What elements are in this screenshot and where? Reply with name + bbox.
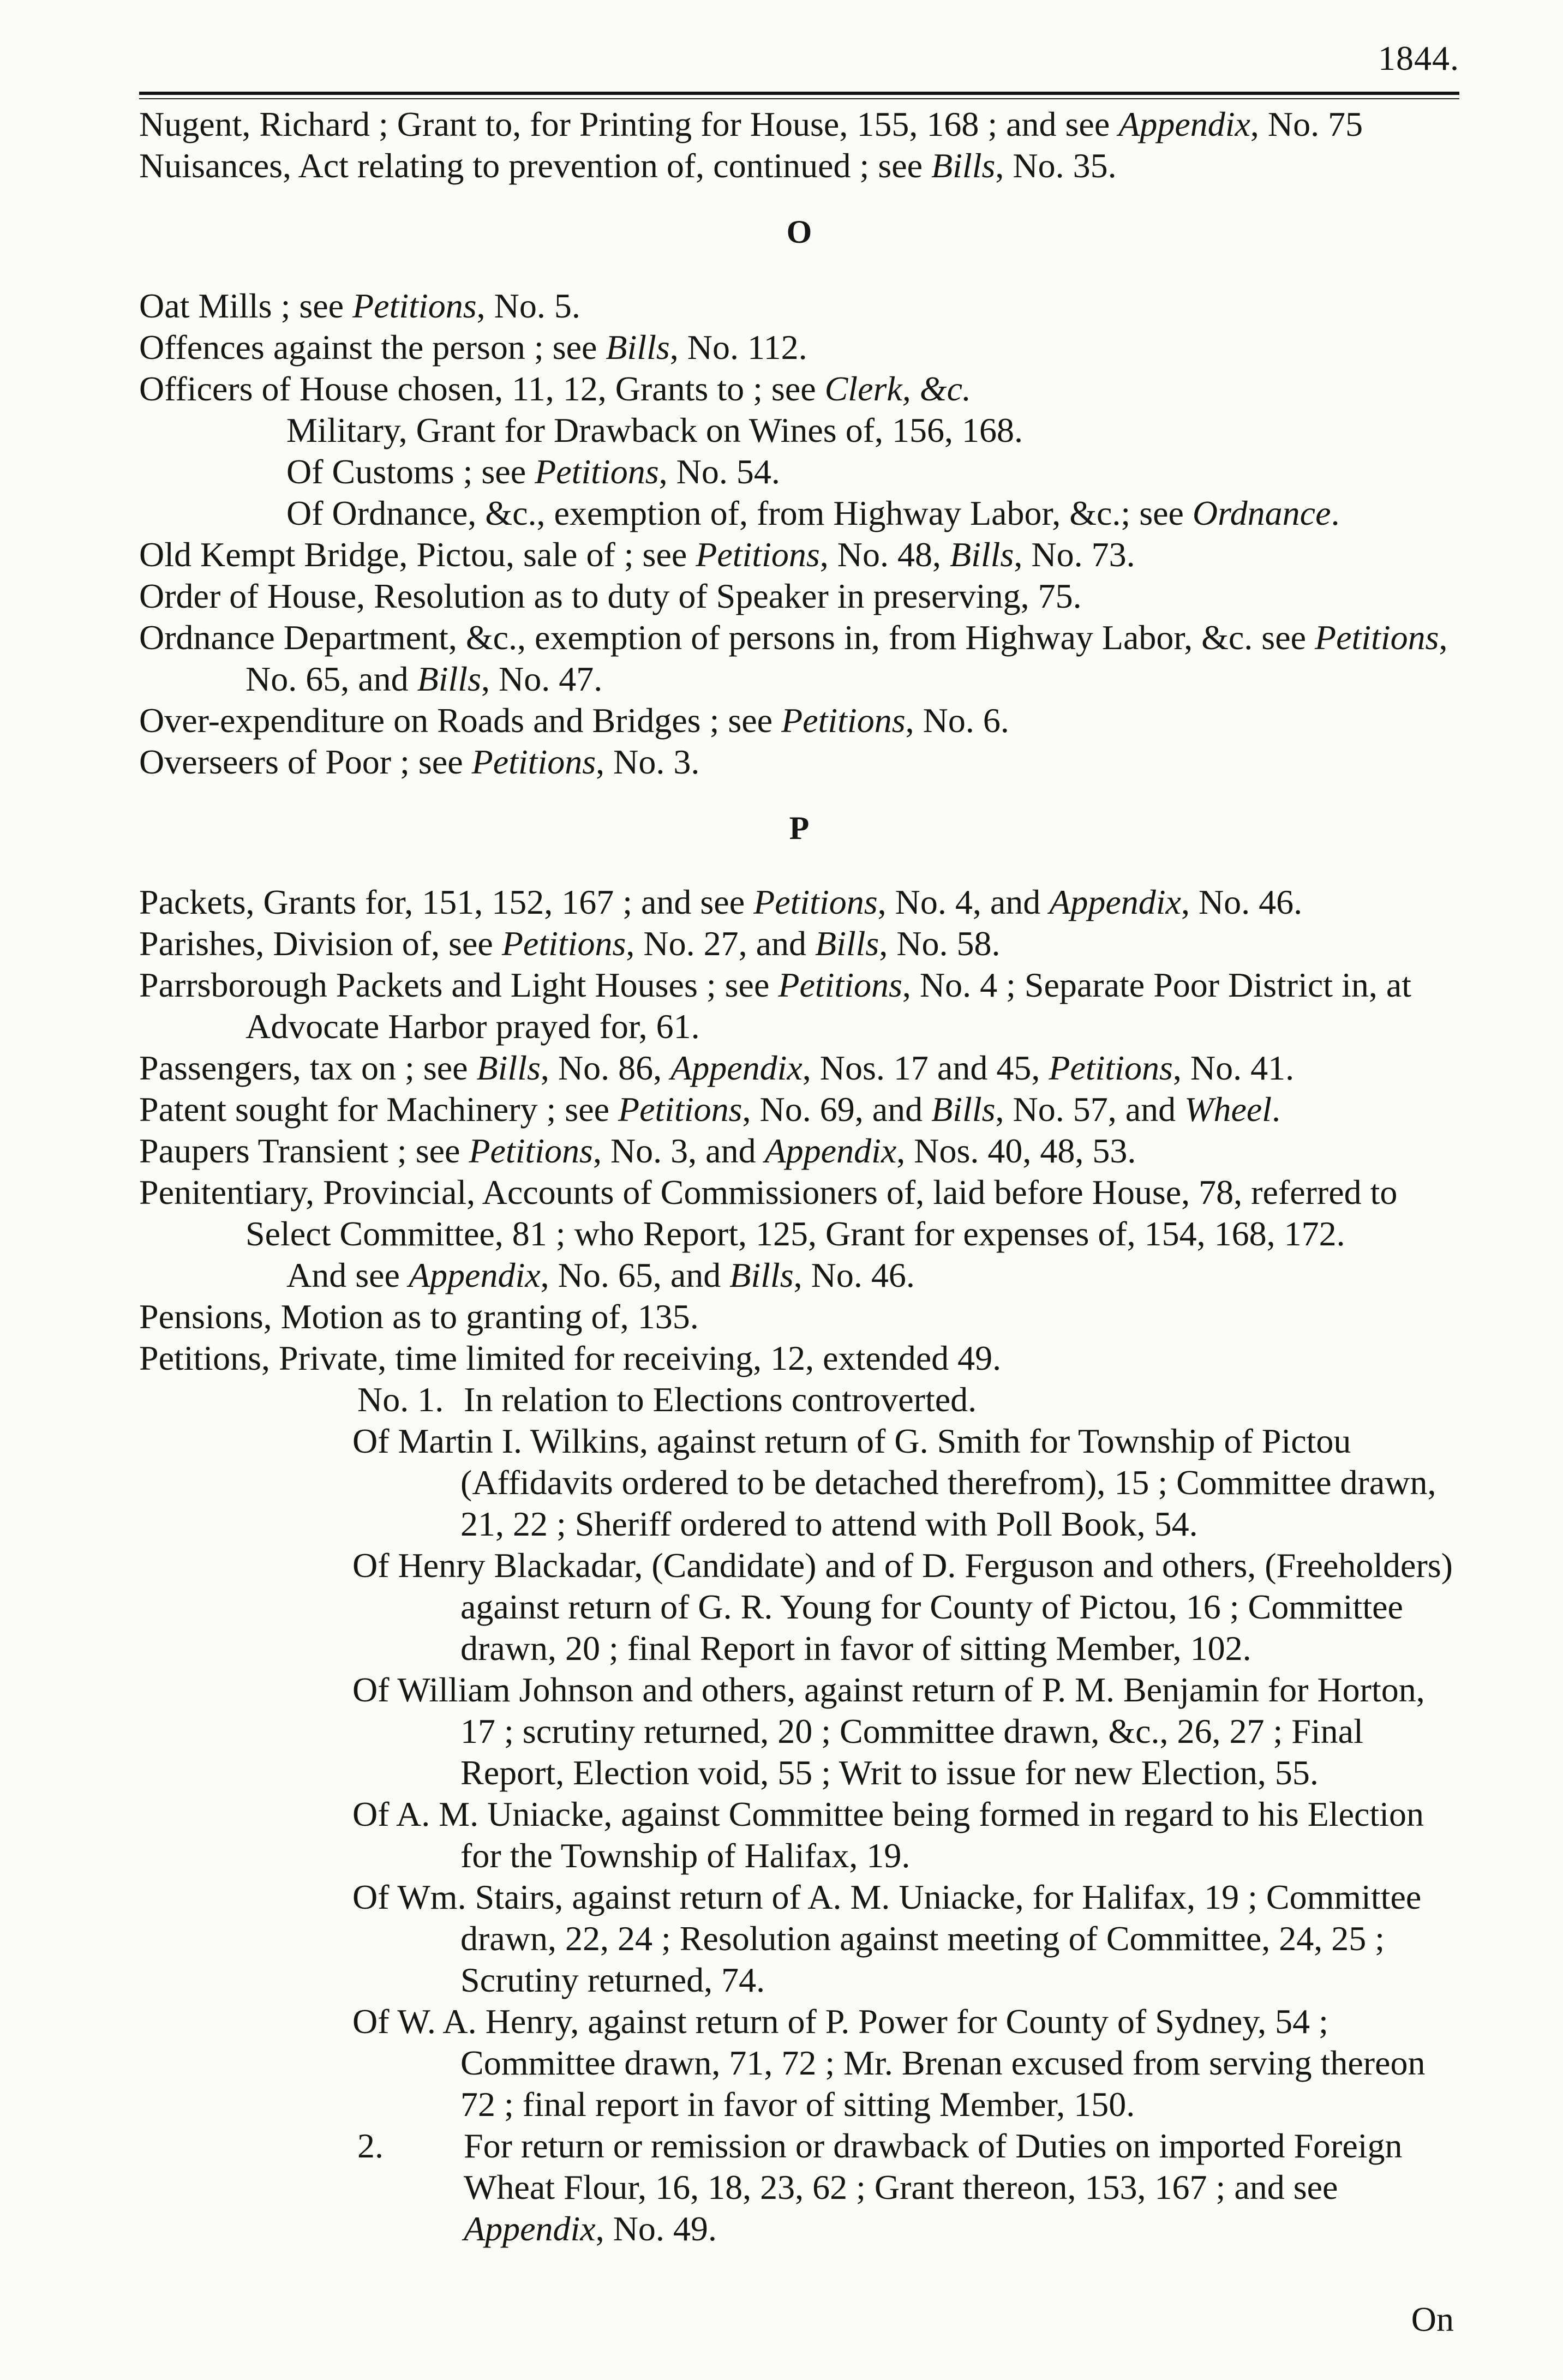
section-letter-o: O — [786, 214, 812, 250]
p-entry-6: Penitentiary, Provincial, Accounts of Commissioners of, laid before House, 78, referred to Select Committee, 81 ; who Report, 125, Grant for expenses of, 154, 168, 172. — [139, 1173, 1398, 1253]
petition-number: No. 1. — [357, 1380, 444, 1419]
o-entry-3: Military, Grant for Drawback on Wines of, 156, 168. — [286, 411, 1023, 449]
p-entry-11: Of Martin I. Wilkins, against return of G. Smith for Township of Pictou (Affidavits ordered to be detached therefrom), 15 ; Committee drawn, 21, 22 ; Sheriff ordered to attend with Poll Book, 54. — [352, 1422, 1436, 1543]
p-entry-7: And see Appendix, No. 65, and Bills, No. 46. — [286, 1256, 915, 1294]
entries-n-continued — [139, 104, 1459, 187]
o-entry-8: Ordnance Department, &c., exemption of persons in, from Highway Labor, &c. see Petitions, No. 65, and Bills, No. 47. — [139, 618, 1448, 698]
o-entry-9: Over-expenditure on Roads and Bridges ; see Petitions, No. 6. — [139, 701, 1009, 740]
p-entry-3: Passengers, tax on ; see Bills, No. 86, Appendix, Nos. 17 and 45, Petitions, No. 41. — [139, 1048, 1295, 1087]
entries-p — [139, 882, 1459, 2250]
p-entry-9: Petitions, Private, time limited for receiving, 12, extended 49. — [139, 1339, 1002, 1377]
o-entry-10: Overseers of Poor ; see Petitions, No. 3. — [139, 742, 700, 781]
index-body — [139, 104, 1459, 2340]
o-entry-5: Of Ordnance, &c., exemption of, from Highway Labor, &c.; see Ordnance. — [286, 494, 1340, 532]
page-number: 1844. — [1378, 39, 1459, 77]
n-entry-0: Nugent, Richard ; Grant to, for Printing for House, 155, 168 ; and see Appendix, No. 75 — [139, 105, 1363, 143]
o-entry-1: Offences against the person ; see Bills, No. 112. — [139, 328, 807, 367]
p-entry-12: Of Henry Blackadar, (Candidate) and of D. Ferguson and others, (Freeholders) against return of G. R. Young for County of Pictou, 16 ; Committee drawn, 20 ; final Report in favor of sitting Member, 102. — [352, 1546, 1453, 1668]
p-entry-0: Packets, Grants for, 151, 152, 167 ; and see Petitions, No. 4, and Appendix, No. 46. — [139, 883, 1303, 921]
o-entry-0: Oat Mills ; see Petitions, No. 5. — [139, 286, 580, 325]
p-entry-2: Parrsborough Packets and Light Houses ; see Petitions, No. 4 ; Separate Poor District in, at Advocate Harbor prayed for, 61. — [139, 966, 1412, 1046]
catchword: On — [1411, 2300, 1454, 2339]
p-entry-5: Paupers Transient ; see Petitions, No. 3, and Appendix, Nos. 40, 48, 53. — [139, 1131, 1136, 1170]
p-entry-8: Pensions, Motion as to granting of, 135. — [139, 1297, 699, 1336]
p-entry-14: Of A. M. Uniacke, against Committee being formed in regard to his Election for the Township of Halifax, 19. — [352, 1795, 1424, 1875]
p-entry-16: Of W. A. Henry, against return of P. Power for County of Sydney, 54 ; Committee drawn, 71, 72 ; Mr. Brenan excused from serving thereon 72 ; final report in favor of sitting Member, 150. — [352, 2002, 1426, 2124]
o-entry-7: Order of House, Resolution as to duty of Speaker in preserving, 75. — [139, 577, 1082, 615]
p-entry-4: Patent sought for Machinery ; see Petitions, No. 69, and Bills, No. 57, and Wheel. — [139, 1090, 1281, 1129]
o-entry-2: Officers of House chosen, 11, 12, Grants to ; see Clerk, &c. — [139, 369, 971, 408]
n-entry-1: Nuisances, Act relating to prevention of, continued ; see Bills, No. 35. — [139, 146, 1117, 185]
p-entry-13: Of William Johnson and others, against return of P. M. Benjamin for Horton, 17 ; scrutiny returned, 20 ; Committee drawn, &c., 26, 27 ; Final Report, Election void, 55 ; Writ to issue for new Election, 55. — [352, 1670, 1425, 1792]
p-entry-1: Parishes, Division of, see Petitions, No. 27, and Bills, No. 58. — [139, 924, 1001, 963]
header-rule — [139, 92, 1459, 95]
o-entry-6: Old Kempt Bridge, Pictou, sale of ; see Petitions, No. 48, Bills, No. 73. — [139, 535, 1135, 574]
petition-number: 2. — [357, 2126, 384, 2165]
header-rule-thin — [139, 98, 1459, 99]
entries-o — [139, 285, 1459, 783]
p-entry-15: Of Wm. Stairs, against return of A. M. Uniacke, for Halifax, 19 ; Committee drawn, 22, 24 ; Resolution against meeting of Committee, 24, 25 ; Scrutiny returned, 74. — [352, 1878, 1422, 1999]
p-entry-10: No. 1. In relation to Elections controverted. — [139, 1379, 1459, 1420]
o-entry-4: Of Customs ; see Petitions, No. 54. — [286, 452, 780, 491]
p-entry-17: 2. For return or remission or drawback of Duties on imported Foreign Wheat Flour, 16, 18, 23, 62 ; Grant thereon, 153, 167 ; and see Appendix, No. 49. — [357, 2126, 1403, 2248]
section-letter-p: P — [789, 810, 810, 846]
